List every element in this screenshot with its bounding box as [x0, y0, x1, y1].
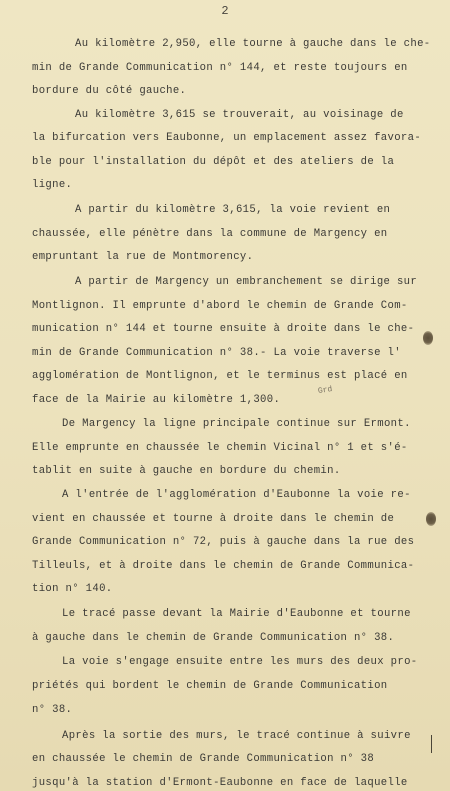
text-line: A partir de Margency un embranchement se dirige sur: [75, 276, 418, 288]
text-line: n° 38.: [32, 704, 73, 716]
text-line: Après la sortie des murs, le tracé continue à suivre: [62, 730, 411, 742]
text-line: tablit en suite à gauche en bordure du chemin.: [32, 465, 341, 477]
text-line: Tilleuls, et à droite dans le chemin de Grande Communica-: [32, 560, 415, 572]
text-line: A partir du kilomètre 3,615, la voie revient en: [75, 204, 391, 216]
text-line: Au kilomètre 3,615 se trouverait, au voisinage de: [75, 109, 404, 121]
text-line: munication n° 144 et tourne ensuite à droite dans le che-: [32, 323, 415, 335]
text-line: empruntant la rue de Montmorency.: [32, 251, 254, 263]
text-line: Montlignon. Il emprunte d'abord le chemin de Grande Com-: [32, 300, 408, 312]
text-line: A l'entrée de l'agglomération d'Eaubonne la voie re-: [62, 489, 411, 501]
text-line: La voie s'engage ensuite entre les murs des deux pro-: [62, 656, 418, 668]
text-line: De Margency la ligne principale continue sur Ermont.: [62, 418, 411, 430]
text-line: en chaussée le chemin de Grande Communication n° 38: [32, 753, 375, 765]
text-line: Au kilomètre 2,950, elle tourne à gauche dans le che-: [75, 38, 431, 50]
text-line: Le tracé passe devant la Mairie d'Eaubonne et tourne: [62, 608, 411, 620]
text-line: ligne.: [32, 179, 73, 191]
text-line: la bifurcation vers Eaubonne, un emplacement assez favora-: [32, 132, 422, 144]
text-line: tion n° 140.: [32, 583, 113, 595]
text-line: agglomération de Montlignon, et le terminus est placé en: [32, 370, 408, 382]
text-line: chaussée, elle pénètre dans la commune de Margency en: [32, 228, 388, 240]
text-line: ble pour l'installation du dépôt et des ateliers de la: [32, 156, 395, 168]
ink-smudge-mark: [426, 512, 436, 526]
text-line: min de Grande Communication n° 38.- La voie traverse l': [32, 347, 401, 359]
text-line: min de Grande Communication n° 144, et reste toujours en: [32, 62, 408, 74]
text-line: Grande Communication n° 72, puis à gauche dans la rue des: [32, 536, 415, 548]
text-line: vient en chaussée et tourne à droite dans le chemin de: [32, 513, 395, 525]
text-line: Elle emprunte en chaussée le chemin Vicinal n° 1 et s'é-: [32, 442, 408, 454]
text-line: à gauche dans le chemin de Grande Communication n° 38.: [32, 632, 395, 644]
margin-mark: [431, 735, 432, 753]
text-line: priétés qui bordent le chemin de Grande Communication: [32, 680, 388, 692]
ink-smudge-mark: [423, 331, 433, 345]
handwritten-annotation: Grd: [317, 385, 333, 396]
text-line: bordure du côté gauche.: [32, 85, 187, 97]
text-line: face de la Mairie au kilomètre 1,300.: [32, 394, 281, 406]
text-line: jusqu'à la station d'Ermont-Eaubonne en face de laquelle: [32, 777, 408, 789]
page-number: 2: [221, 4, 229, 18]
